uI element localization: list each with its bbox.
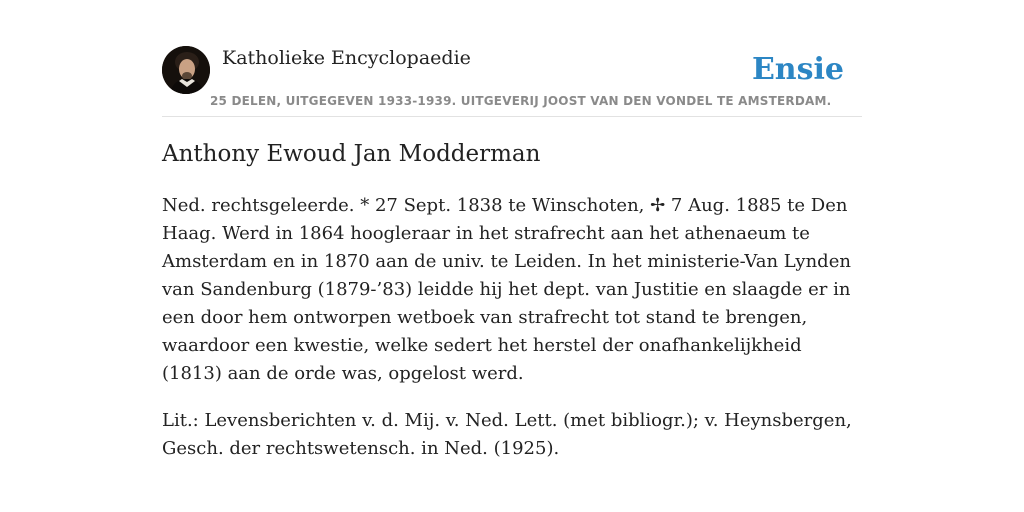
portrait-avatar-icon[interactable] xyxy=(162,46,210,94)
portrait-graphic xyxy=(162,46,210,94)
article xyxy=(162,138,862,463)
article-paragraph-literature: Lit.: Levensberichten v. d. Mij. v. Ned. Lett. (met bibliogr.); v. Heynsbergen, Gesch. der rechtswetensch. in Ned. (1925). xyxy=(162,410,852,459)
publication-header xyxy=(162,46,862,117)
article-title: Anthony Ewoud Jan Modderman xyxy=(162,141,541,167)
article-paragraph-biography: Ned. rechtsgeleerde. * 27 Sept. 1838 te Winschoten, ✢ 7 Aug. 1885 te Den Haag. Werd in 1864 hoogleraar in het strafrecht aan het athenaeum te Amsterdam en in 1870 aan de univ. te Leiden. In het ministerie-Van Lynden van Sandenburg (1879-’83) leidde hij het dept. van Justitie en slaagde er in een door hem ontworpen wetboek van strafrecht tot stand te brengen, waardoor een kwestie, welke sedert het herstel der onafhankelijkheid (1813) aan de orde was, opgelost werd. xyxy=(162,195,851,384)
publication-title[interactable]: Katholieke Encyclopaedie xyxy=(222,47,471,69)
brand-logo-link[interactable]: Ensie xyxy=(751,52,844,87)
publication-subtitle: 25 DELEN, UITGEGEVEN 1933-1939. UITGEVERIJ JOOST VAN DEN VONDEL TE AMSTERDAM. xyxy=(210,94,832,108)
